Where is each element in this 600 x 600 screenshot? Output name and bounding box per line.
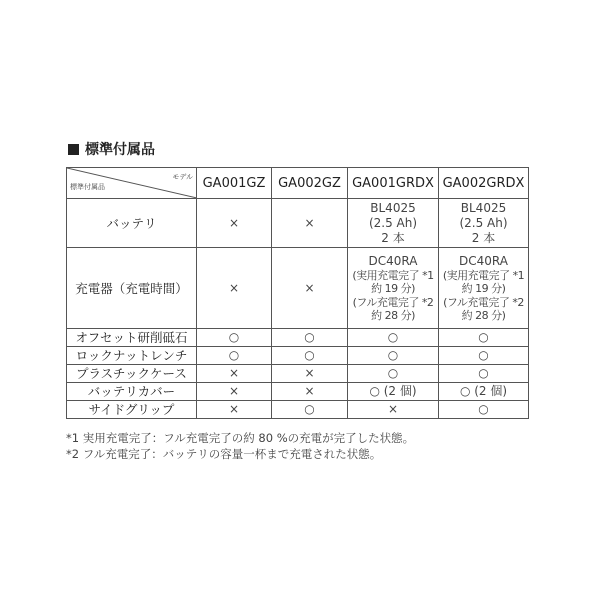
table-cell xyxy=(348,329,439,347)
cell-line: × xyxy=(304,384,315,398)
cell-line: (実用充電完了 *1 xyxy=(352,268,434,282)
model-header: GA001GRDX xyxy=(348,168,439,199)
cell-line: 約 19 分) xyxy=(371,282,415,295)
table-row xyxy=(67,401,529,419)
accessories-table xyxy=(66,167,529,419)
table-cell xyxy=(272,365,348,383)
table-cell xyxy=(439,329,529,347)
table-cell xyxy=(272,199,348,248)
table-cell xyxy=(272,347,348,365)
table-cell xyxy=(439,199,529,248)
cell-line: DC40RA xyxy=(459,253,508,268)
table-cell xyxy=(439,383,529,401)
cell-line: 約 28 分) xyxy=(371,309,415,322)
cell-line: ○ xyxy=(478,366,489,380)
square-bullet-icon xyxy=(68,144,79,155)
cell-line: ○ xyxy=(478,348,489,362)
section-title xyxy=(68,139,155,159)
cell-line: × xyxy=(228,366,240,380)
row-label: ロックナットレンチ xyxy=(67,347,197,365)
header-row xyxy=(67,168,529,199)
table-cell xyxy=(439,347,529,365)
table-cell xyxy=(348,401,439,419)
cell-line: ○ (2 個) xyxy=(459,384,508,398)
table-cell xyxy=(197,383,272,401)
table-cell xyxy=(348,347,439,365)
table-cell xyxy=(439,365,529,383)
footnote-2: *2 フル充電完了：バッテリの容量一杯まで充電された状態。 xyxy=(66,447,382,461)
table-cell xyxy=(272,401,348,419)
table-cell xyxy=(272,329,348,347)
cell-line: DC40RA xyxy=(368,253,418,268)
table-cell xyxy=(439,248,529,329)
table-cell xyxy=(197,248,272,329)
cell-line: 約 28 分) xyxy=(461,309,506,322)
table-cell xyxy=(197,199,272,248)
cell-line: (フル充電完了 *2 xyxy=(352,295,434,309)
row-label: バッテリカバー xyxy=(67,383,197,401)
model-header: GA001GZ xyxy=(197,168,272,199)
table-cell xyxy=(439,401,529,419)
corner-cell xyxy=(67,168,197,199)
table-cell xyxy=(197,365,272,383)
row-label: オフセット研削砥石 xyxy=(67,329,197,347)
table-cell xyxy=(272,248,348,329)
cell-line: × xyxy=(387,402,399,416)
corner-accessory-label: 標準付属品 xyxy=(70,183,105,191)
cell-line: × xyxy=(228,280,240,295)
cell-line: (フル充電完了 *2 xyxy=(443,295,524,309)
cell-line: 2 本 xyxy=(471,230,496,245)
table-row xyxy=(67,199,529,248)
cell-line: ○ xyxy=(228,330,240,344)
table-row xyxy=(67,347,529,365)
table-row xyxy=(67,329,529,347)
cell-line: 約 19 分) xyxy=(461,282,506,295)
cell-line: ○ xyxy=(304,402,315,416)
cell-line: (2.5 Ah) xyxy=(368,215,418,230)
row-label: サイドグリップ xyxy=(67,401,197,419)
cell-line: 2 本 xyxy=(381,230,405,245)
cell-line: ○ xyxy=(478,330,489,344)
cell-line: ○ xyxy=(387,366,399,380)
cell-line: ○ xyxy=(478,402,489,416)
table-cell xyxy=(197,401,272,419)
cell-line: × xyxy=(304,366,315,380)
cell-line: ○ xyxy=(304,330,315,344)
cell-line: × xyxy=(228,215,240,230)
row-label: 充電器（充電時間） xyxy=(67,248,197,329)
table-row xyxy=(67,383,529,401)
table-cell xyxy=(197,347,272,365)
cell-line: ○ xyxy=(387,330,399,344)
model-header: GA002GZ xyxy=(272,168,348,199)
cell-line: ○ (2 個) xyxy=(369,384,417,398)
table-row xyxy=(67,365,529,383)
cell-line: × xyxy=(228,402,240,416)
table-cell xyxy=(272,383,348,401)
cell-line: (2.5 Ah) xyxy=(459,215,508,230)
table-cell xyxy=(348,365,439,383)
table-cell xyxy=(348,199,439,248)
table-cell xyxy=(197,329,272,347)
section-title-text: 標準付属品 xyxy=(85,142,155,158)
cell-line: × xyxy=(228,384,240,398)
corner-model-label: モデル xyxy=(172,173,193,181)
row-label: プラスチックケース xyxy=(67,365,197,383)
row-label: バッテリ xyxy=(67,199,197,248)
cell-line: BL4025 xyxy=(370,200,416,215)
cell-line: ○ xyxy=(387,348,399,362)
table-row xyxy=(67,248,529,329)
cell-line: (実用充電完了 *1 xyxy=(442,268,525,282)
cell-line: × xyxy=(304,215,315,230)
table-cell xyxy=(348,248,439,329)
footnotes xyxy=(66,430,414,462)
model-header: GA002GRDX xyxy=(439,168,529,199)
cell-line: BL4025 xyxy=(460,200,507,215)
table-cell xyxy=(348,383,439,401)
cell-line: ○ xyxy=(228,348,240,362)
footnote-1: *1 実用充電完了：フル充電完了の約 80 %の充電が完了した状態。 xyxy=(66,431,415,445)
cell-line: × xyxy=(304,280,315,295)
cell-line: ○ xyxy=(304,348,315,362)
